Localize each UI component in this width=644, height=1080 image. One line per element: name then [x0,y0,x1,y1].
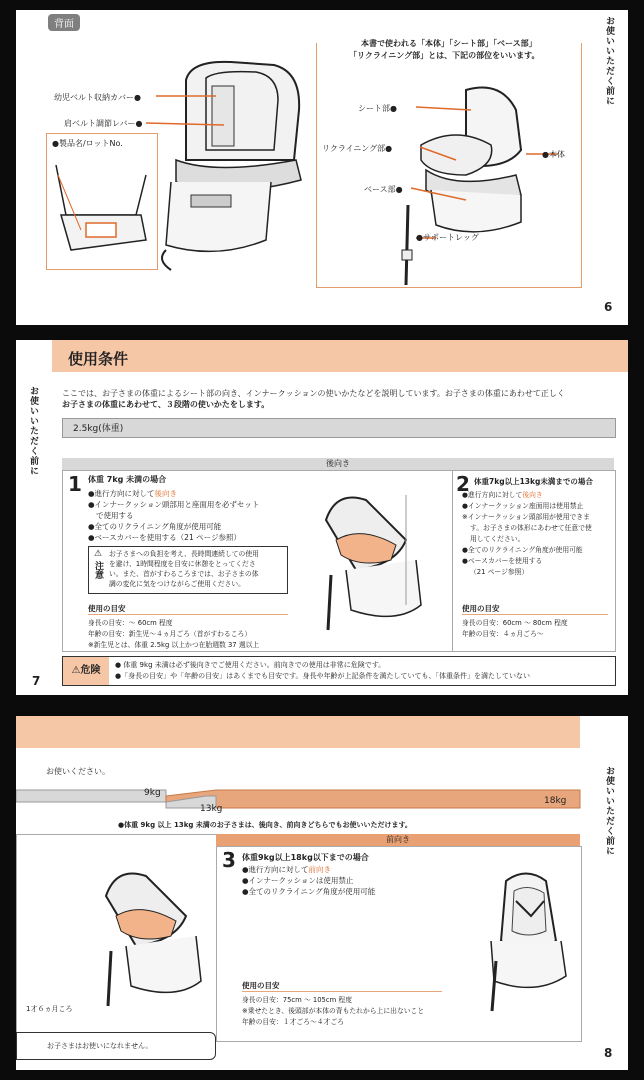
seat-part-label: シート部● [358,104,397,113]
forward-facing-header: 前向き [216,834,580,846]
body-part-label: ●本体 [542,150,565,159]
condition-3-title: 体重9kg以上18kg以下までの場合 [242,853,369,862]
condition-2-guide-title: 使用の目安 [462,604,500,613]
weight-18kg-label: 18kg [544,796,567,806]
condition-1-guide: 身長の目安：～ 60cm 程度 年齢の目安：新生児～４ヵ月ごろ（首がすわるころ） ※新生児とは、体重 2.5kg 以上かつ在胎週数 37 週以上 [88,619,260,649]
product-label-text: ●製品名/ロットNo. [52,139,123,148]
shoulder-lever-label: 肩ベルト調節レバー● [64,119,143,128]
manual-page-8 [16,716,628,1070]
left-age-label: 1才６ヵ月ころ [26,1005,73,1013]
condition-3-guide: 身長の目安：75cm ～ 105cm 程度 ※乗せたとき、後頭部が本体の背もたれから上に出ないこと 年齢の目安：１才ごろ～４才ごろ [242,996,425,1026]
condition-1-title: 体重 7kg 未満の場合 [88,475,167,484]
manual-page-7 [16,340,628,695]
intro-tail: お使いください。 [46,767,110,776]
section-header [52,340,628,372]
condition-2-number: 2 [456,472,470,496]
caution-box [88,546,288,594]
support-leg-label: ●サポートレッグ [416,233,479,242]
section-title: 使用条件 [68,350,129,368]
recline-part-label: リクライニング部● [322,144,393,153]
caution-icon: ⚠ [93,549,103,559]
weight-scale-bar [16,786,580,816]
guide-rule [88,614,288,615]
condition-3-guide-title: 使用の目安 [242,981,280,990]
rear-facing-seat-illustration [306,480,436,630]
condition-1-guide-title: 使用の目安 [88,604,126,613]
intro-text: ここでは、お子さまの体重によるシート部の向き、インナークッションの使いかたなどを説明しています。お子さまの体重にあわせて正しく お子さまの体重にあわせて、３段階の使いかたをします。 [62,389,565,409]
forward-facing-seat-illustration [466,861,576,1011]
condition-1-number: 1 [68,472,82,496]
bottom-note-box [16,1032,216,1060]
weight-bar [62,418,616,438]
guide-rule [462,614,608,615]
weight-13kg-label: 13kg [200,804,223,814]
weight-9kg-label: 9kg [144,788,161,798]
rear-facing-seat-illustration [86,856,206,1006]
rear-view-tag: 背面 [48,14,80,31]
condition-2-title: 体重7kg以上13kg未満までの場合 [474,477,593,486]
side-index-label: お使いいただく前に [28,386,38,476]
seat-parts-illustration [316,50,576,290]
condition-2-guide: 身長の目安：60cm ～ 80cm 程度 年齢の目安：４ヵ月ごろ～ [462,619,568,638]
label-closeup-illustration [46,155,156,265]
dual-direction-note: ●体重 9kg 以上 13kg 未満のお子さまは、後向き、前向きどちらでもお使いいただけます。 [118,821,412,829]
caution-text: お子さまへの負担を考え、長時間連続しての使用 を避け、1時間程度を目安に休憩をとってくださ い。また、首がすわるころまでは、お子さまの体 調の変化に気をつけながらご使用ください。 [109,550,259,588]
parts-title-2: 「リクライニング部」とは、下記の部位をいいます。 [349,51,540,60]
side-index-label: お使いいただく前に [604,766,614,856]
section-header [16,716,580,748]
guide-rule [242,991,442,992]
rear-facing-header: 後向き [62,458,614,470]
parts-title-1: 本書で使われる「本体」「シート部」「ベース部」 [361,39,537,48]
page-number: 6 [604,300,613,314]
danger-label: ⚠危険 [63,657,109,685]
side-index-label: お使いいただく前に [604,16,614,106]
condition-3-bullets: ●進行方向に対して前向き ●インナークッションは使用禁止 ●全てのリクライニング角度が使用可能 [242,865,376,896]
bottom-note-text: お子さまはお使いになれません。 [47,1042,153,1050]
condition-2-bullets: ●進行方向に対して後向き ●インナークッション座面用は使用禁止 ※インナークッション頭部用が使用できま す。お子さまの体形にあわせて任意で使 用してください。 ●全てのリクライニング角度が使用可能 ●ベースカバーを使用する （21 ページ参照） [462,491,592,576]
manual-page-6 [16,10,628,325]
belt-cover-label: 幼児ベルト収納カバー● [54,93,141,102]
page-number: 7 [32,674,41,688]
caution-label: 注意 [93,561,103,579]
weight-start-label: 2.5kg(体重) [73,424,124,434]
base-part-label: ベース部● [364,185,403,194]
page-number: 8 [604,1046,613,1060]
condition-3-number: 3 [222,848,236,872]
danger-text: ● 体重 9kg 未満は必ず後向きでご使用ください。前向きでの使用は非常に危険です。 ●「身長の目安」や「年齢の目安」はあくまでも目安です。身長や年齢が上記条件を満たしていても、「体重条件」を満たしていない [115,661,531,680]
danger-box [62,656,616,686]
condition-1-bullets: ●進行方向に対して後向き ●インナークッション頭部用と座面用を必ずセット で使用する ●全てのリクライニング角度が使用可能 ●ベースカバーを使用する（21 ページ参照） [88,489,260,542]
